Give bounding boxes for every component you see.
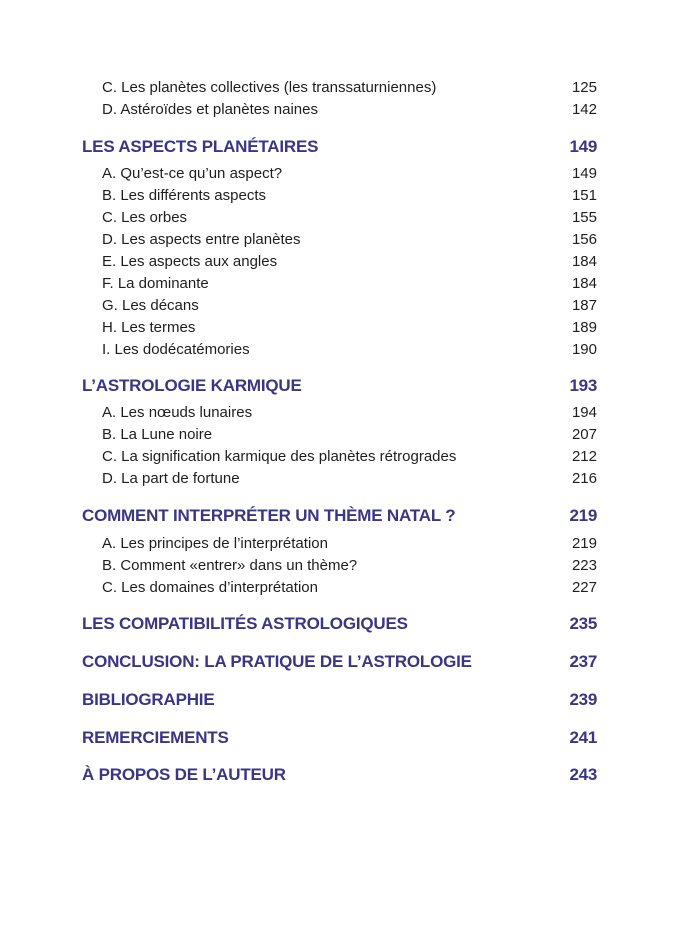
toc-entry-decans: [0, 295, 700, 317]
toc-page-number: 184: [571, 253, 597, 270]
toc-page-number: 235: [569, 614, 597, 633]
toc-chapter-title: L’ASTROLOGIE KARMIQUE: [82, 376, 302, 395]
toc-chapter-remerciements: [0, 727, 700, 749]
toc-page-number: 187: [571, 297, 597, 314]
toc-chapter-title: BIBLIOGRAPHIE: [82, 690, 215, 709]
toc-page-number: 156: [571, 231, 597, 248]
toc-entry-label: C. Les domaines d’interprétation: [102, 579, 318, 596]
toc-page-number: 151: [571, 187, 597, 204]
toc-entry-signification-karmique: [0, 446, 700, 468]
toc-page-number: 189: [571, 319, 597, 336]
toc-entry-aspects-aux-angles: [0, 251, 700, 273]
toc-entry-dodecatemories: [0, 339, 700, 361]
toc-entry-label: F. La dominante: [102, 275, 209, 292]
toc-entry-domaines-interpretation: [0, 577, 700, 599]
toc-entry-noeuds-lunaires: [0, 402, 700, 424]
toc-page-number: 142: [571, 101, 597, 118]
toc-page-number: 227: [571, 579, 597, 596]
toc-chapter-conclusion: [0, 651, 700, 673]
toc-entry-part-de-fortune: [0, 468, 700, 490]
toc-entry-principes-interpretation: [0, 533, 700, 555]
toc-entry-comment-entrer: [0, 555, 700, 577]
toc-page-number: 207: [571, 426, 597, 443]
toc-chapter-aspects-planetaires: [0, 136, 700, 158]
toc-chapter-title: LES COMPATIBILITÉS ASTROLOGIQUES: [82, 614, 408, 633]
toc-entry-label: E. Les aspects aux angles: [102, 253, 278, 270]
toc-entry-label: D. Astéroïdes et planètes naines: [102, 101, 318, 118]
toc-entry-label: B. Les différents aspects: [102, 187, 266, 204]
toc-page-number: 125: [571, 79, 597, 96]
toc-chapter-title: LES ASPECTS PLANÉTAIRES: [82, 137, 319, 156]
toc-page-number: 237: [569, 652, 597, 671]
toc-page-number: 216: [571, 470, 597, 487]
toc-entry-lune-noire: [0, 424, 700, 446]
toc-chapter-bibliographie: [0, 689, 700, 711]
toc-page-number: 184: [571, 275, 597, 292]
toc-page-number: 149: [571, 165, 597, 182]
toc-page-number: 194: [571, 404, 597, 421]
toc-page-number: 219: [569, 506, 597, 525]
toc-entry-quest-ce-quun-aspect: [0, 163, 700, 185]
toc-page-number: 239: [569, 690, 597, 709]
toc-entry-label: C. Les planètes collectives (les transsaturniennes): [102, 79, 437, 96]
toc-entry-label: A. Qu’est-ce qu’un aspect?: [102, 165, 283, 182]
toc-entry-termes: [0, 317, 700, 339]
toc-page-number: 149: [569, 137, 597, 156]
toc-entry-label: G. Les décans: [102, 297, 199, 314]
toc-page-number: 241: [569, 728, 597, 747]
toc-chapter-title: À PROPOS DE L’AUTEUR: [82, 765, 286, 784]
toc-page-number: 243: [569, 765, 597, 784]
toc-entry-orbes: [0, 207, 700, 229]
toc-entry-asteroides: [0, 99, 700, 121]
toc-page-number: 223: [571, 557, 597, 574]
toc-chapter-title: COMMENT INTERPRÉTER UN THÈME NATAL ?: [82, 506, 456, 525]
toc-page-number: 219: [571, 535, 597, 552]
toc-page-number: 193: [569, 376, 597, 395]
toc-entry-label: C. Les orbes: [102, 209, 188, 226]
toc-entry-label: A. Les principes de l’interprétation: [102, 535, 328, 552]
toc-chapter-a-propos-auteur: [0, 764, 700, 786]
toc-entry-label: A. Les nœuds lunaires: [102, 404, 253, 421]
toc-chapter-astrologie-karmique: [0, 375, 700, 397]
toc-entry-aspects-entre-planetes: [0, 229, 700, 251]
toc-chapter-title: CONCLUSION: LA PRATIQUE DE L’ASTROLOGIE: [82, 652, 472, 671]
toc-entry-label: D. La part de fortune: [102, 470, 240, 487]
toc-entry-label: H. Les termes: [102, 319, 196, 336]
toc-entry-label: B. La Lune noire: [102, 426, 213, 443]
toc-chapter-title: REMERCIEMENTS: [82, 728, 229, 747]
toc-chapter-compatibilites: [0, 613, 700, 635]
toc-page-number: 155: [571, 209, 597, 226]
toc-chapter-interpreter-theme-natal: [0, 505, 700, 527]
toc-entry-differents-aspects: [0, 185, 700, 207]
toc-entry-planetes-collectives: [0, 77, 700, 99]
toc-entry-label: I. Les dodécatémories: [102, 341, 250, 358]
toc-entry-label: D. Les aspects entre planètes: [102, 231, 301, 248]
toc-entry-dominante: [0, 273, 700, 295]
toc-entry-label: C. La signification karmique des planètes rétrogrades: [102, 448, 457, 465]
toc-page-number: 190: [571, 341, 597, 358]
toc-page-number: 212: [571, 448, 597, 465]
toc-entry-label: B. Comment «entrer» dans un thème?: [102, 557, 358, 574]
